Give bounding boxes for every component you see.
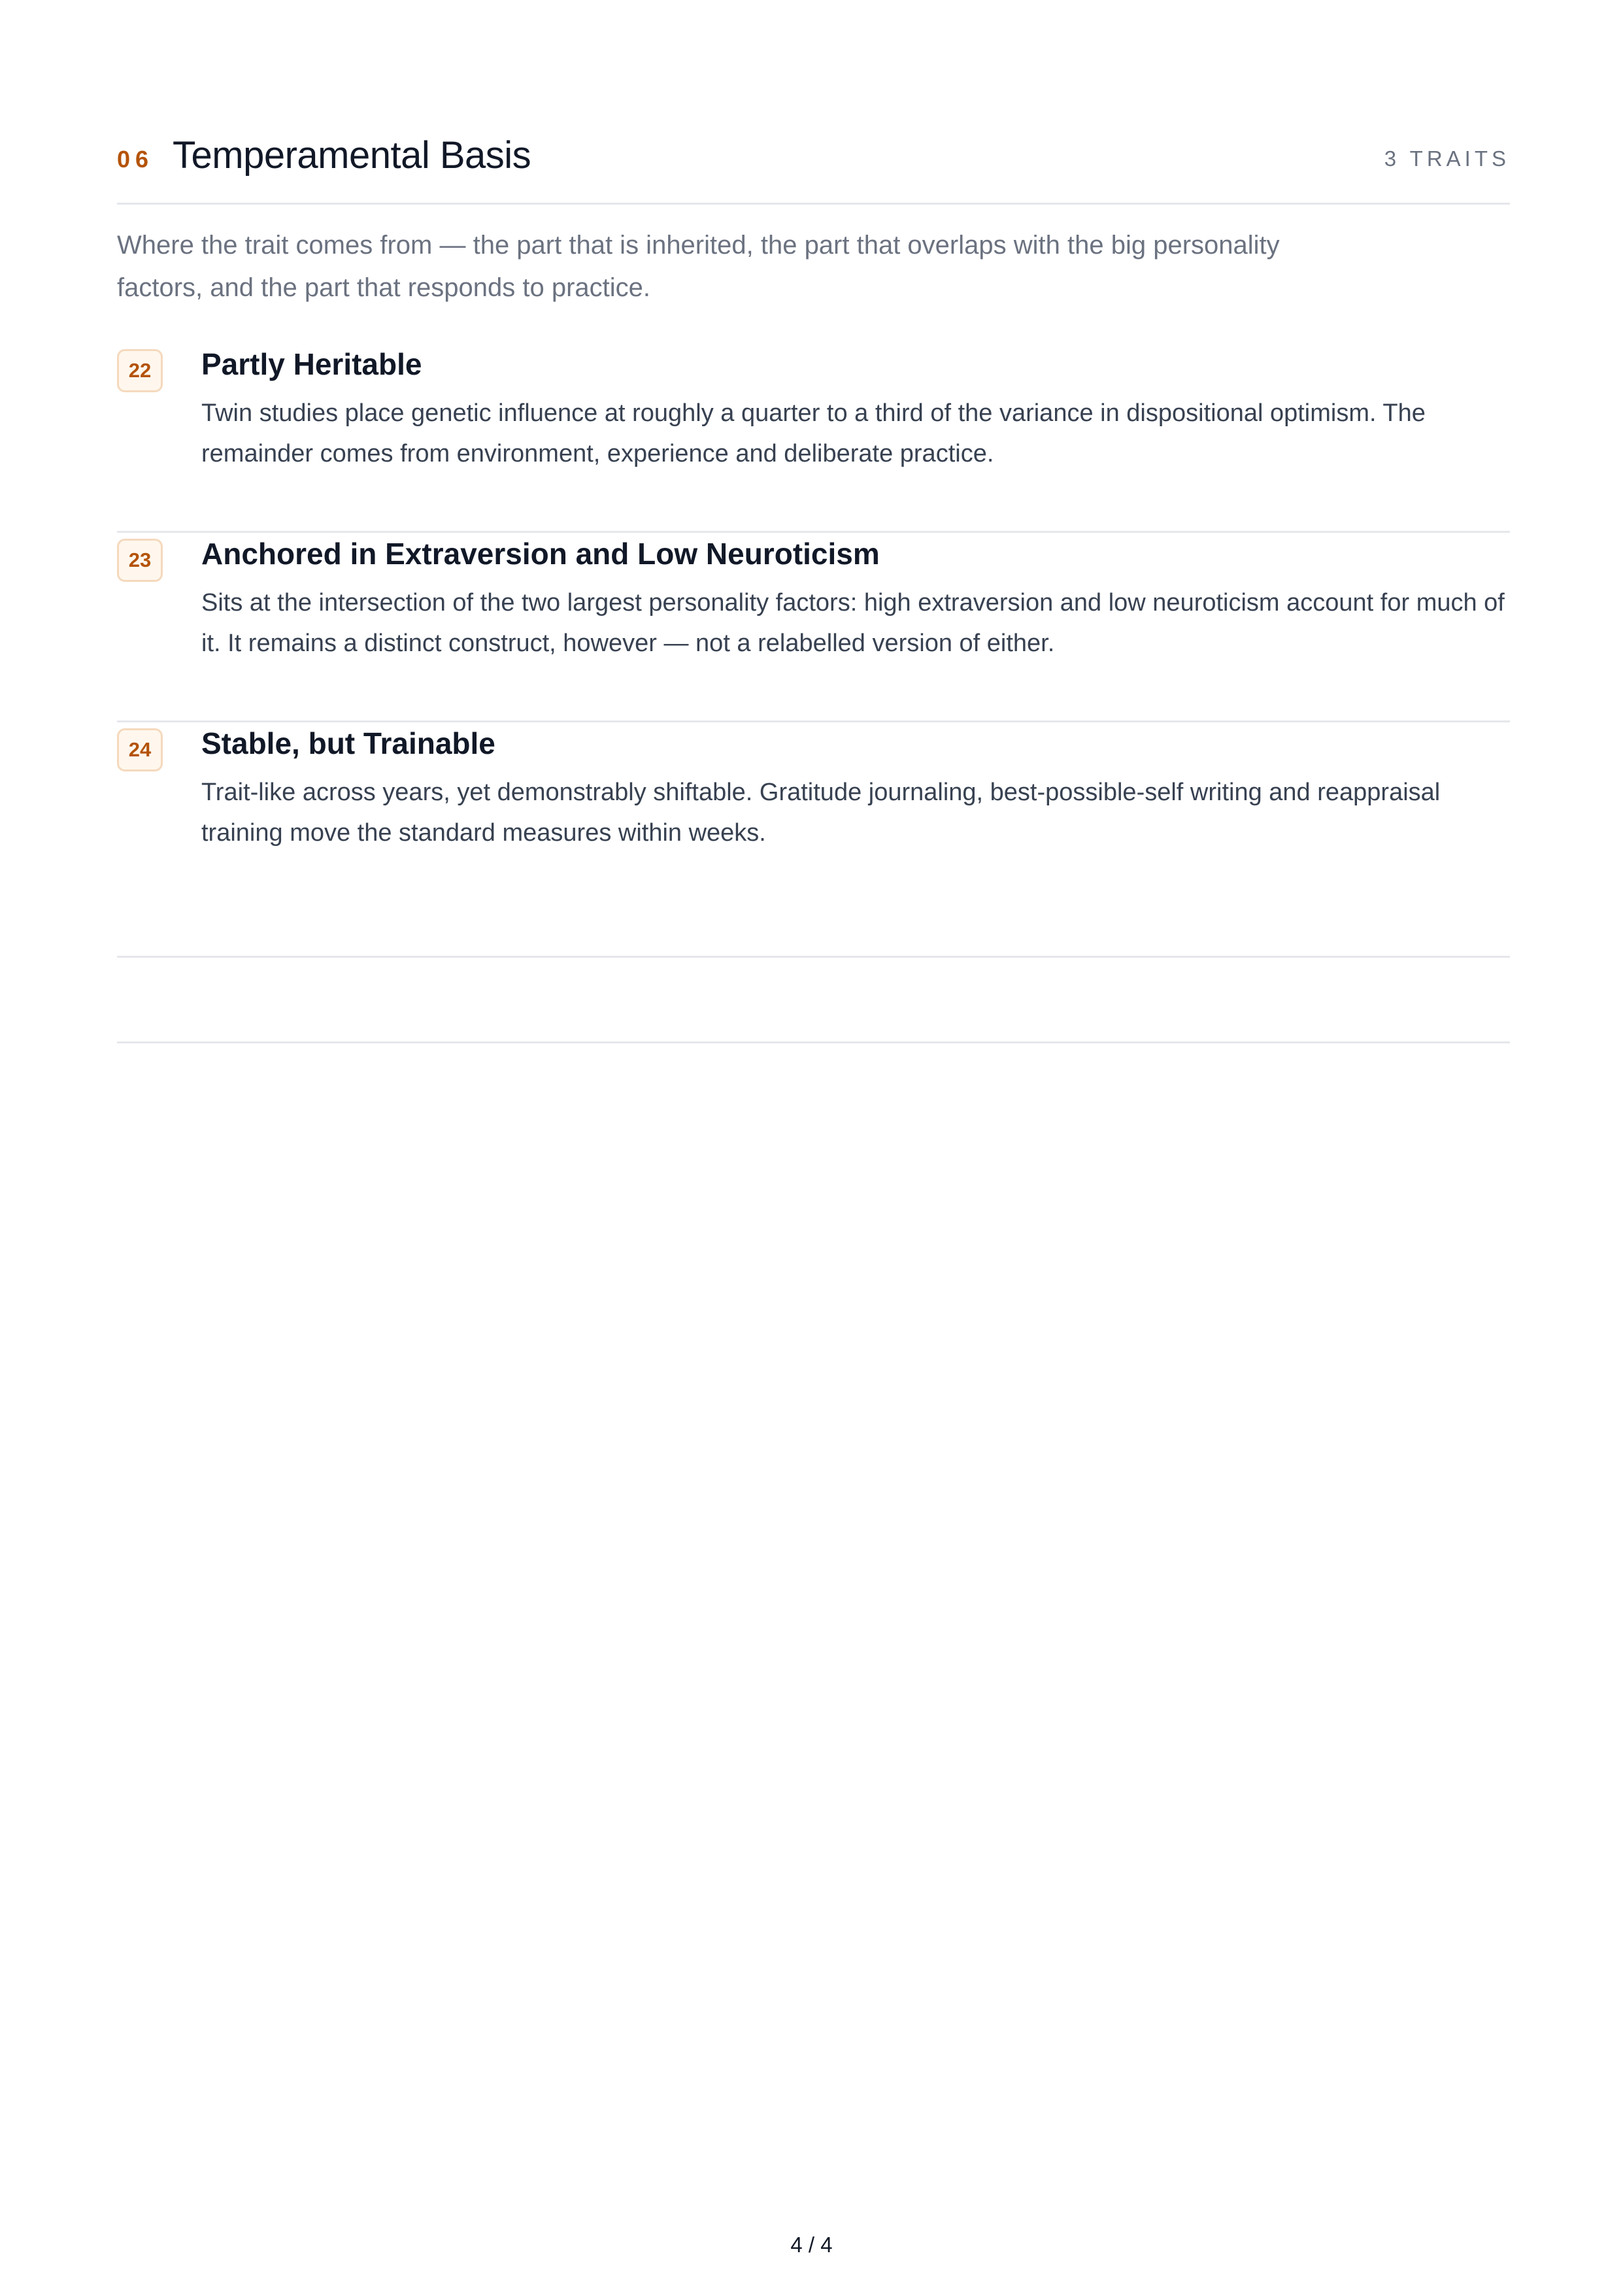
section-intro: Where the trait comes from — the part that is inherited, the part that overlaps with the big personality factors, and the part that responds to practice. [117,231,1280,302]
section-number: 06 [117,146,154,173]
trait-description: Twin studies place genetic influence at roughly a quarter to a third of the variance in dispositional optimism. The remainder comes from environment, experience and deliberate practice. [201,399,1426,467]
section-header [117,124,1510,205]
section-trait-count: 3 TRAITS [1384,146,1510,171]
page-number: 4 / 4 [790,2233,833,2257]
trait-item [117,343,1510,533]
trait-number-badge: 24 [117,728,163,771]
divider [117,1041,1510,1043]
section-title: Temperamental Basis [173,134,531,177]
trait-title: Partly Heritable [201,347,422,381]
trait-title: Anchored in Extraversion and Low Neuroticism [201,537,880,571]
trait-item [117,722,1510,912]
trait-list [117,343,1510,912]
trait-number-badge: 22 [117,349,163,392]
trait-description: Trait-like across years, yet demonstrably shiftable. Gratitude journaling, best-possible-self writing and reappraisal training move the standard measures within weeks. [201,779,1441,847]
trait-item [117,533,1510,722]
divider [117,956,1510,958]
trait-title: Stable, but Trainable [201,726,495,760]
trait-description: Sits at the intersection of the two largest personality factors: high extraversion and low neuroticism account for much of it. It remains a distinct construct, however — not a relabelled version of either. [201,589,1505,657]
trait-number-badge: 23 [117,539,163,582]
document-page [117,0,1510,2296]
